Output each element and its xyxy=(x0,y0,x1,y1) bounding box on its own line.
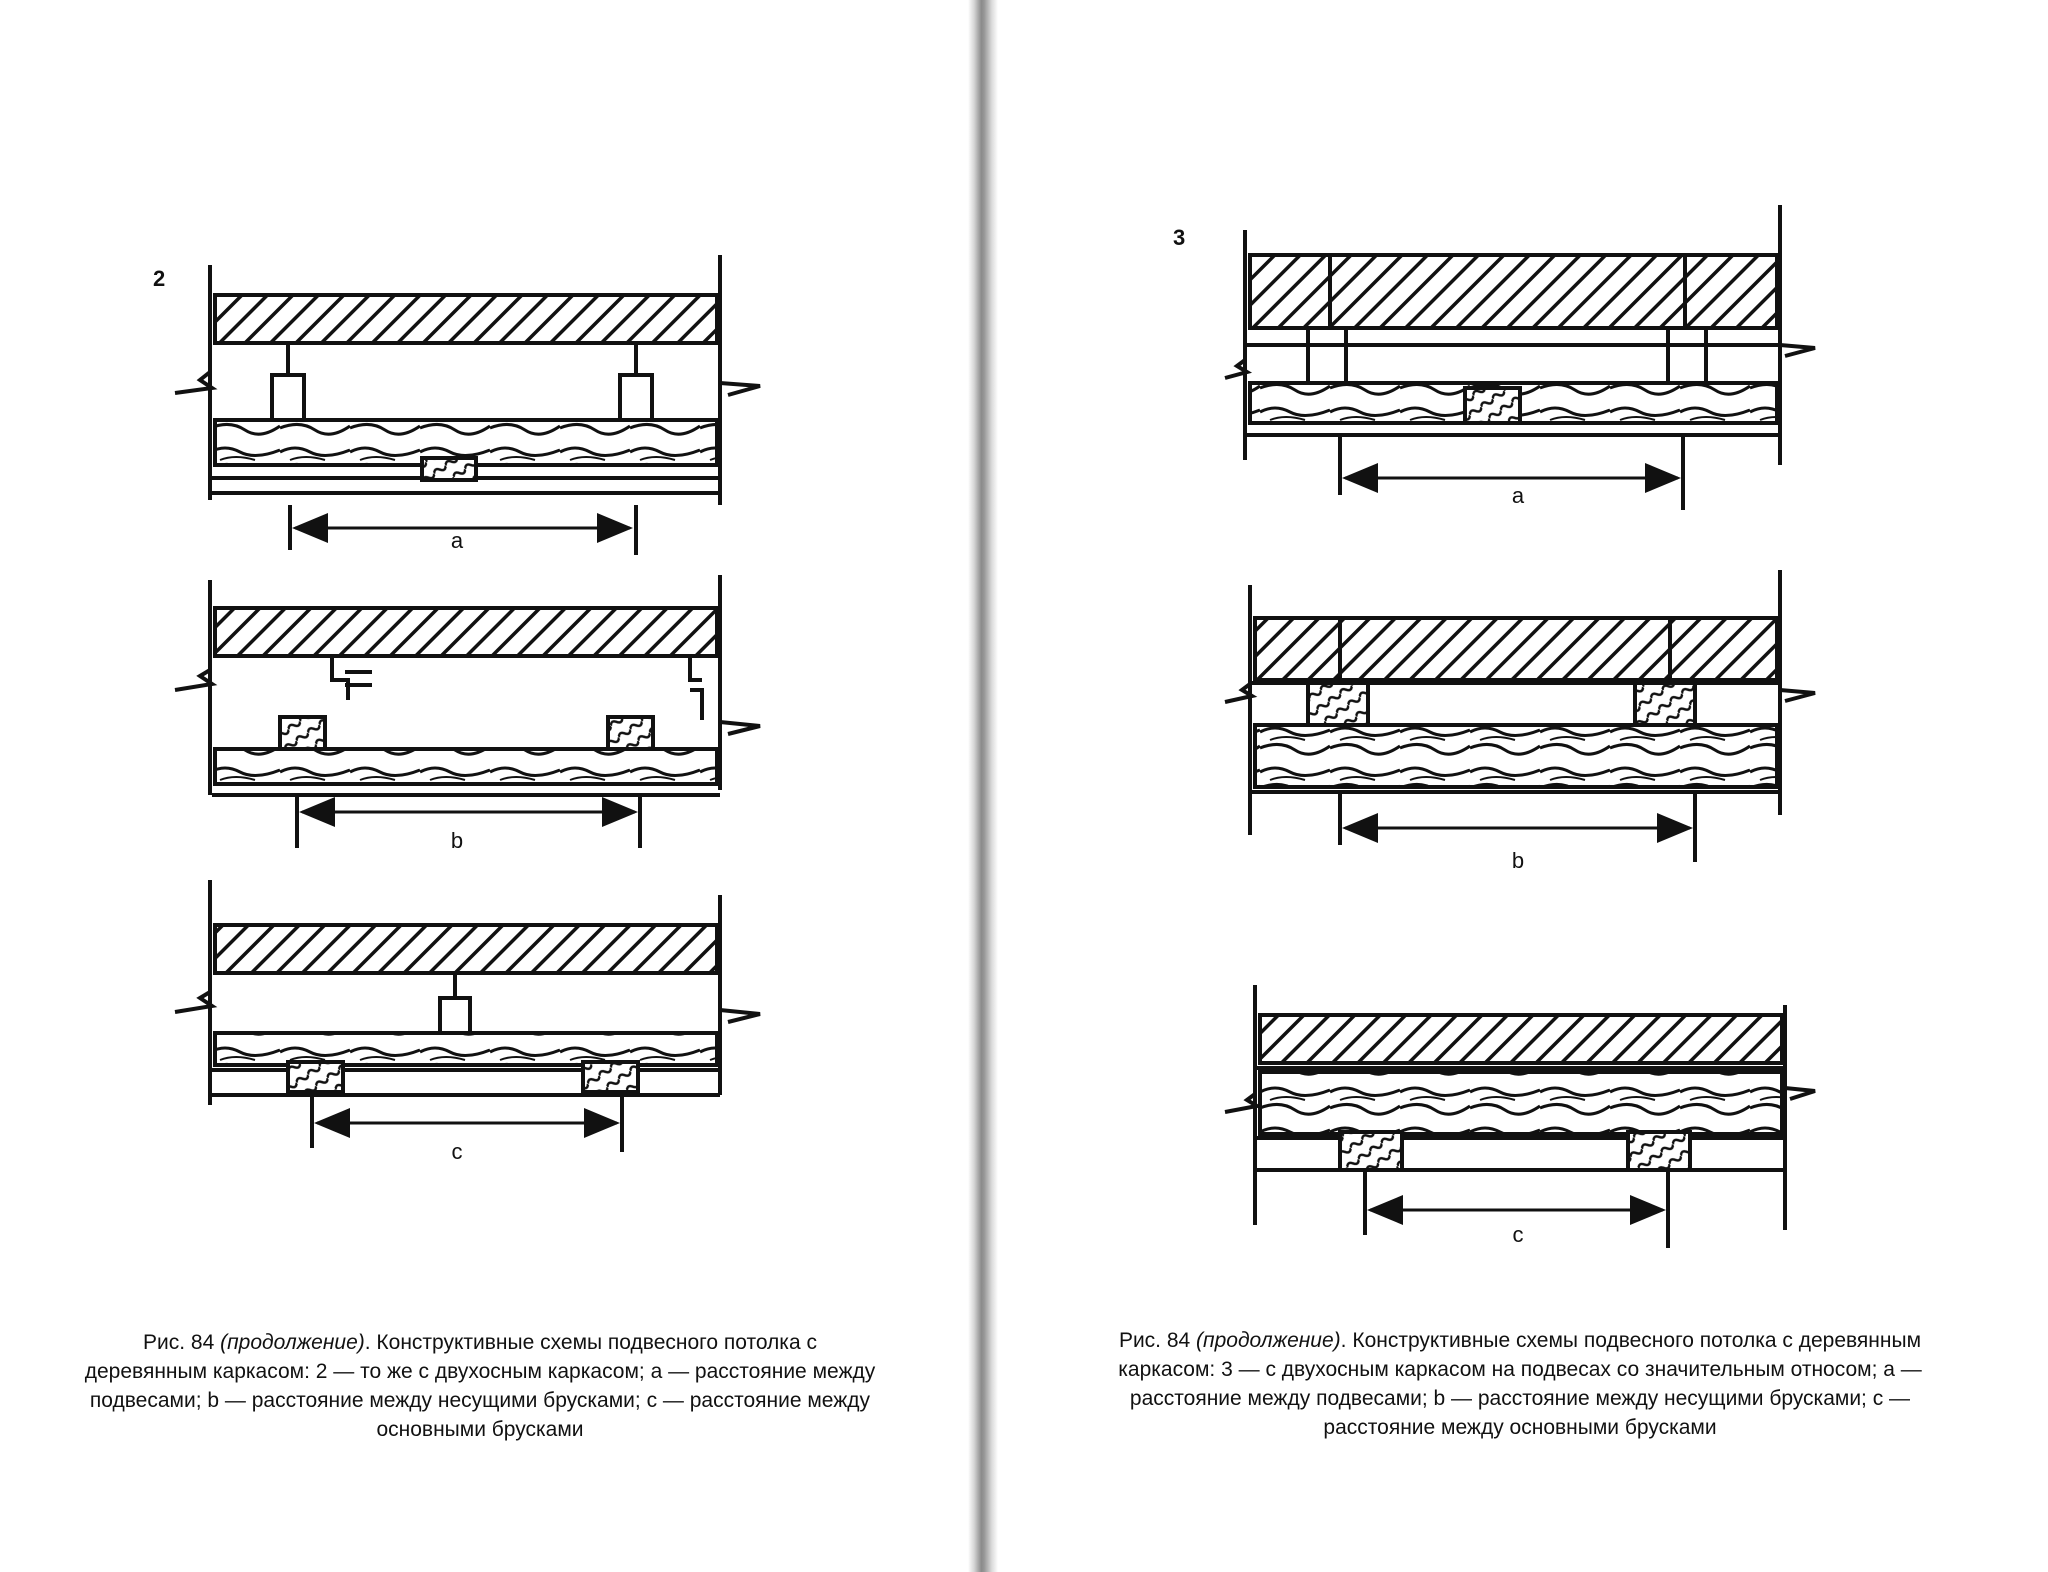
caption-prefix-right: Рис. 84 xyxy=(1118,1329,1197,1352)
diagram-2a xyxy=(175,255,760,555)
caption-text-left: . Конструктивные схемы подвесного потолка с деревянным каркасом: 2 — то же с двухосным каркасом; a — расстояние между подвесами; b — расстояние между несущими брусками; c — расстояние между основными брусками xyxy=(84,1331,876,1441)
dimension-label-b-right: b xyxy=(1511,848,1525,873)
dimension-label-b-left: b xyxy=(450,828,464,853)
figure-caption-right xyxy=(1105,1326,1935,1442)
caption-prefix-left: Рис. 84 xyxy=(143,1331,221,1354)
caption-text-right: . Конструктивные схемы подвесного потолка с деревянным каркасом: 3 — с двухосным каркасом на подвесах со значительным относом; a — расстояние между подвесами; b — расстояние между несущими брусками; c — расстояние между основными брусками xyxy=(1118,1329,1922,1439)
diagram-2c xyxy=(175,880,760,1152)
dimension-label-a-right: a xyxy=(1511,483,1525,508)
dimension-label-c-left: c xyxy=(451,1139,463,1164)
dimension-label-a-left: a xyxy=(450,528,464,553)
dimension-label-c-right: c xyxy=(1512,1222,1524,1247)
figure-number-2: 2 xyxy=(153,266,166,291)
diagram-3b xyxy=(1225,570,1815,862)
diagram-3a xyxy=(1225,205,1815,510)
diagram-2b xyxy=(175,575,760,848)
caption-italic-right: (продолжение) xyxy=(1196,1329,1341,1352)
figure-number-3: 3 xyxy=(1173,225,1186,250)
diagram-3c xyxy=(1225,985,1815,1248)
caption-italic-left: (продолжение) xyxy=(220,1331,365,1354)
figure-caption-left xyxy=(80,1328,880,1444)
